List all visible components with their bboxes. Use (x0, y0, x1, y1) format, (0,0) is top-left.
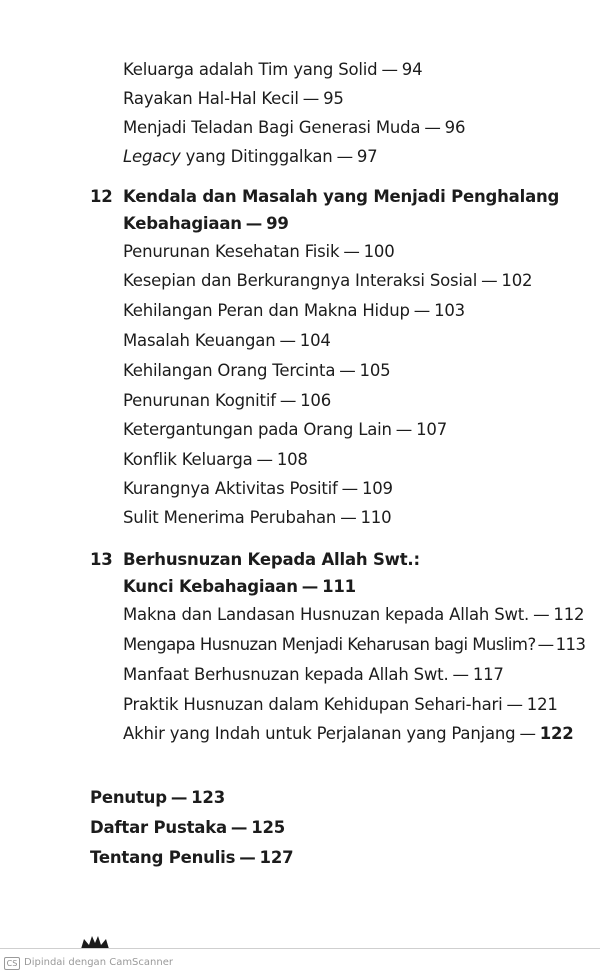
toc-entry-title: Kesepian dan Berkurangnya Interaksi Sosial (123, 271, 478, 290)
toc-dash: — (537, 635, 554, 654)
toc-entry-page: 102 (501, 271, 533, 290)
toc-entry (123, 634, 585, 656)
toc-entry-page: 117 (472, 665, 504, 684)
toc-entry-title: Kehilangan Peran dan Makna Hidup (123, 301, 410, 320)
toc-entry-title: Kurangnya Aktivitas Positif (123, 479, 338, 498)
toc-dash: — (239, 848, 256, 867)
toc-entry-title: Makna dan Landasan Husnuzan kepada Allah Swt. (123, 605, 530, 624)
toc-entry-page: 106 (300, 391, 332, 410)
toc-dash: — (341, 479, 358, 498)
camscanner-logo-icon: CS (4, 957, 20, 970)
toc-entry-title: Rayakan Hal-Hal Kecil (123, 89, 299, 108)
toc-dash: — (343, 242, 360, 261)
chapter-title-line1: Berhusnuzan Kepada Allah Swt.: (123, 550, 420, 569)
toc-entry-page: 122 (539, 724, 574, 743)
toc-entry (123, 507, 391, 529)
toc-entry-title: Penurunan Kognitif (123, 391, 276, 410)
toc-entry-title-italic: Legacy (123, 147, 181, 166)
toc-dash: — (533, 605, 550, 624)
toc-entry-page: 125 (251, 818, 286, 837)
toc-entry (123, 478, 393, 500)
toc-entry-page: 113 (555, 635, 586, 654)
toc-entry-title: Menjadi Teladan Bagi Generasi Muda (123, 118, 421, 137)
toc-entry-title: Sulit Menerima Perubahan (123, 508, 337, 527)
toc-entry-page: 107 (416, 420, 448, 439)
toc-entry-page: 110 (360, 508, 392, 527)
chapter-number: 13 (90, 550, 113, 569)
toc-dash: — (170, 788, 188, 807)
toc-entry-title: yang Ditinggalkan (185, 147, 333, 166)
toc-entry (123, 604, 584, 626)
toc-entry-title: Tentang Penulis (90, 848, 236, 867)
toc-dash: — (413, 301, 431, 320)
toc-entry (123, 300, 465, 322)
toc-entry (123, 723, 574, 745)
toc-entry (123, 419, 447, 441)
toc-entry-page: 123 (191, 788, 225, 807)
toc-entry-page: 121 (526, 695, 558, 714)
scanner-watermark-text: Dipindai dengan CamScanner (24, 957, 173, 968)
chapter-title-line2 (123, 576, 356, 598)
chapter-title-line1: Kendala dan Masalah yang Menjadi Penghalang (123, 187, 560, 206)
toc-dash: — (301, 577, 319, 596)
chapter-page: 99 (266, 214, 289, 233)
toc-entry (123, 270, 532, 292)
toc-entry-title: Konflik Keluarga (123, 450, 253, 469)
toc-entry-page: 112 (553, 605, 585, 624)
toc-entry-page: 108 (276, 450, 308, 469)
toc-entry-page: 95 (323, 89, 344, 108)
toc-entry (123, 360, 390, 382)
toc-entry (123, 390, 331, 412)
toc-dash: — (506, 695, 523, 714)
toc-entry (123, 117, 465, 139)
toc-dash: — (279, 331, 296, 350)
chapter-page: 111 (322, 577, 356, 596)
toc-dash: — (381, 60, 398, 79)
toc-entry (123, 664, 504, 686)
toc-dash: — (279, 391, 297, 410)
toc-dash: — (452, 665, 469, 684)
toc-entry-title: Daftar Pustaka (90, 818, 227, 837)
toc-entry-title: Akhir yang Indah untuk Perjalanan yang Panjang (123, 724, 516, 743)
toc-entry-title: Kehilangan Orang Tercinta (123, 361, 336, 380)
toc-dash: — (230, 818, 248, 837)
toc-dash: — (339, 361, 356, 380)
toc-dash: — (340, 508, 357, 527)
toc-entry-page: 97 (356, 147, 378, 166)
toc-entry-title: Manfaat Berhusnuzan kepada Allah Swt. (123, 665, 449, 684)
toc-entry (123, 88, 344, 110)
toc-entry-page: 105 (359, 361, 391, 380)
toc-entry (123, 241, 395, 263)
toc-dash: — (336, 147, 353, 166)
toc-entry-page: 103 (434, 301, 465, 320)
toc-end-entry (90, 847, 293, 869)
toc-dash: — (245, 214, 263, 233)
chapter-number: 12 (90, 187, 113, 206)
toc-entry-title: Praktik Husnuzan dalam Kehidupan Sehari-hari (123, 695, 503, 714)
toc-dash: — (519, 724, 536, 743)
toc-entry (123, 330, 331, 352)
toc-entry (123, 694, 558, 716)
chapter-title: Kebahagiaan (123, 214, 242, 233)
toc-dash: — (424, 118, 441, 137)
toc-entry-title: Keluarga adalah Tim yang Solid (123, 60, 378, 79)
toc-entry-page: 109 (361, 479, 393, 498)
toc-dash: — (395, 420, 413, 439)
toc-entry-page: 100 (363, 242, 395, 261)
toc-dash: — (481, 271, 498, 290)
toc-entry (123, 59, 422, 81)
toc-entry (123, 146, 377, 168)
toc-entry-title: Masalah Keuangan (123, 331, 276, 350)
toc-entry-page: 127 (259, 848, 294, 867)
toc-dash: — (302, 89, 320, 108)
toc-end-entry (90, 787, 225, 809)
toc-entry-page: 94 (401, 60, 423, 79)
toc-entry (123, 449, 308, 471)
scanner-footer (0, 948, 600, 976)
toc-entry-page: 96 (444, 118, 466, 137)
toc-entry-title: Ketergantungan pada Orang Lain (123, 420, 392, 439)
toc-dash: — (256, 450, 273, 469)
chapter-title: Kunci Kebahagiaan (123, 577, 298, 596)
toc-entry-title: Penutup (90, 788, 167, 807)
toc-entry-title: Penurunan Kesehatan Fisik (123, 242, 340, 261)
toc-entry-title: Mengapa Husnuzan Menjadi Keharusan bagi Muslim? (123, 635, 536, 654)
chapter-title-line2 (123, 213, 289, 235)
toc-entry-page: 104 (299, 331, 331, 350)
toc-end-entry (90, 817, 285, 839)
